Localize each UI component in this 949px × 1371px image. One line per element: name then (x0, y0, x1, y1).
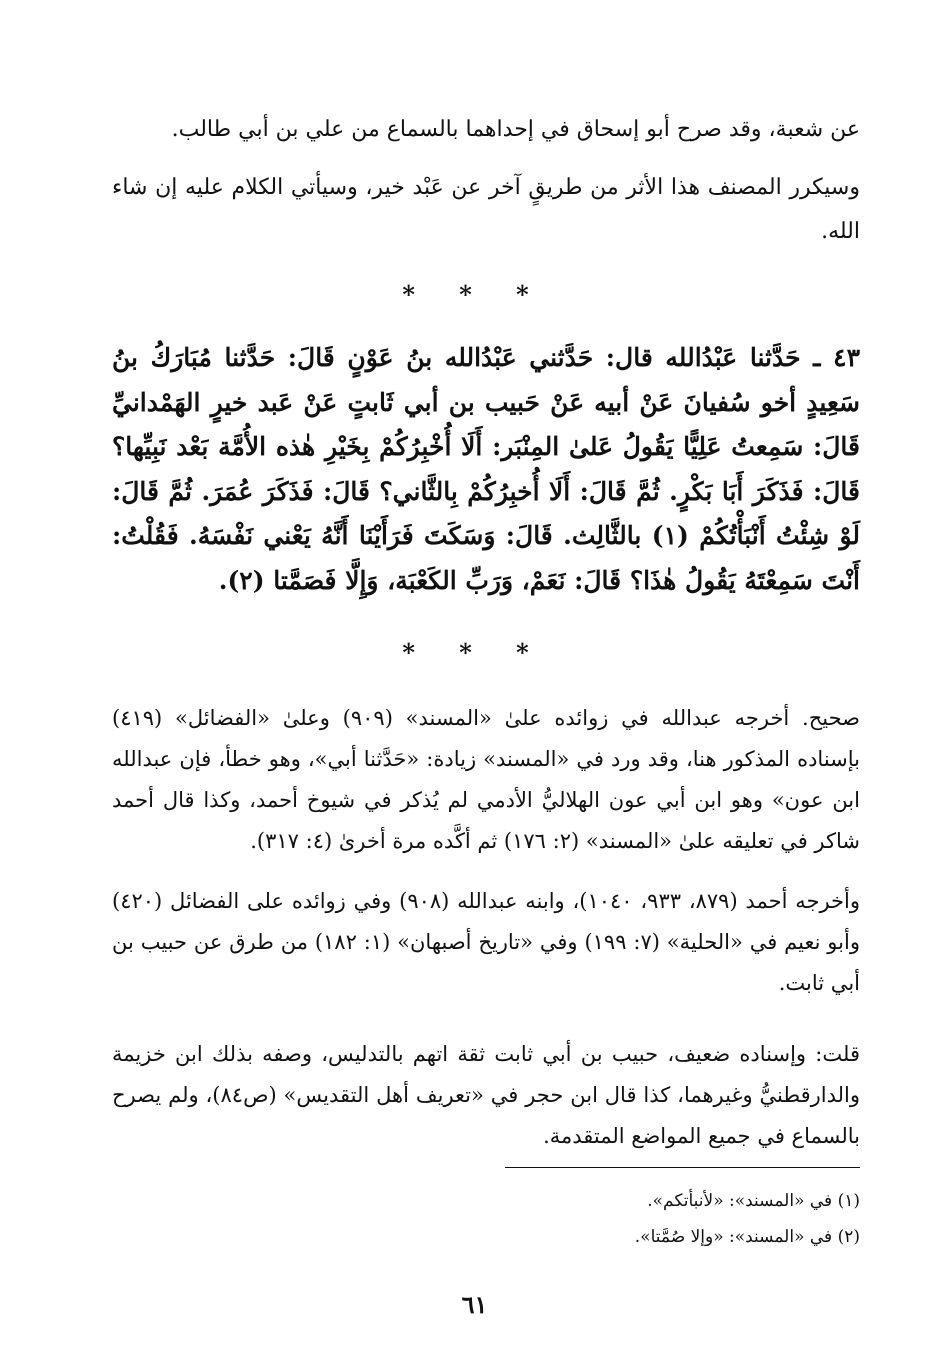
footnote-2: (٢) في «المسند»: «وإلا صُمَّتا». (634, 1227, 860, 1247)
intro-paragraph-2: وسيكرر المصنف هذا الأثر من طريقٍ آخر عن عَبْد خير، وسيأتي الكلام عليه إن شاء الله. (112, 175, 860, 244)
page-number: ٦١ (461, 1290, 488, 1319)
commentary-paragraph-2: وأخرجه أحمد (٨٧٩، ٩٣٣، ١٠٤٠)، وابنه عبدالله (٩٠٨) وفي زوائده على الفضائل (٤٢٠) وأبو نعيم في «الحلية» (٧: ١٩٩) وفي «تاريخ أصبهان» (١: ١٨٢) من طرق عن حبيب بن أبي ثابت. (112, 889, 860, 995)
commentary-paragraph-1: صحيح. أخرجه عبدالله في زوائده علىٰ «المسند» (٩٠٩) وعلىٰ «الفضائل» (٤١٩) بإسناده المذكور هنا، وقد ورد في «المسند» زيادة: «حَدَّثنا أبي»، وهو خطأ، فإن عبدالله ابن عون» وهو ابن أبي عون الهلاليُّ الأدمي لم يُذكر في شيوخ أحمد، وكذا قال أحمد شاكر في تعليقه علىٰ «المسند» (٢: ١٧٦) ثم أكَّده مرة أخرىٰ (٤: ٣١٧). (112, 706, 861, 853)
intro-paragraph-1: عن شعبة، وقد صرح أبو إسحاق في إحداهما بالسماع من علي بن أبي طالب. (171, 117, 860, 142)
section-separator-bottom: * * * (402, 638, 547, 667)
commentary-paragraph-3: قلت: وإسناده ضعيف، حبيب بن أبي ثابت ثقة اتهم بالتدليس، وصفه بذلك ابن خزيمة والدارقطنيُّ وغيرهما، كذا قال ابن حجر في «تعريف أهل التقديس» (ص٨٤)، ولم يصرح بالسماع في جميع المواضع المتقدمة. (112, 1042, 860, 1148)
section-separator-top: * * * (402, 280, 547, 309)
footnote-1: (١) في «المسند»: «لأنبأتكم». (647, 1191, 860, 1211)
footnote-divider (505, 1167, 860, 1168)
hadith-text: ٤٣ ـ حَدَّثنا عَبْدُالله قال: حَدَّثني عَبْدُالله بنُ عَوْنٍ قَالَ: حَدَّثنا مُبَارَكُ بنُ سَعِيدٍ أخو سُفيانَ عَنْ أبيه عَنْ حَبيب بن أبي ثَابتٍ عَنْ عَبد خيرٍ الهَمْدانيِّ قَالَ: سَمِعتُ عَلِيًّا يَقُولُ عَلىٰ المِنْبَر: أَلَا أُخْبِرُكُمْ بِخَيْرِ هٰذه الأُمَّة بَعْد نَبِيِّها؟ قَالَ: فَذَكَرَ أَبَا بَكْرٍ. ثُمَّ قَالَ: أَلَا أُخبِرُكُمْ بِالثَّاني؟ قَالَ: فَذَكَرَ عُمَرَ. ثُمَّ قَالَ: لَوْ شِئْتُ أَنْبَأْتُكُمْ (١) بالثَّالِث. قَالَ: وَسَكَتَ فَرَأَيْنَا أَنَّهُ يَعْني نَفْسَهُ. فَقُلْتُ: أَنْتَ سَمِعْتَهُ يَقُولُ هٰذَا؟ قَالَ: نَعَمْ، وَرَبِّ الكَعْبَة، وَإِلَّا فَصَمَّتا (٢). (112, 343, 860, 595)
